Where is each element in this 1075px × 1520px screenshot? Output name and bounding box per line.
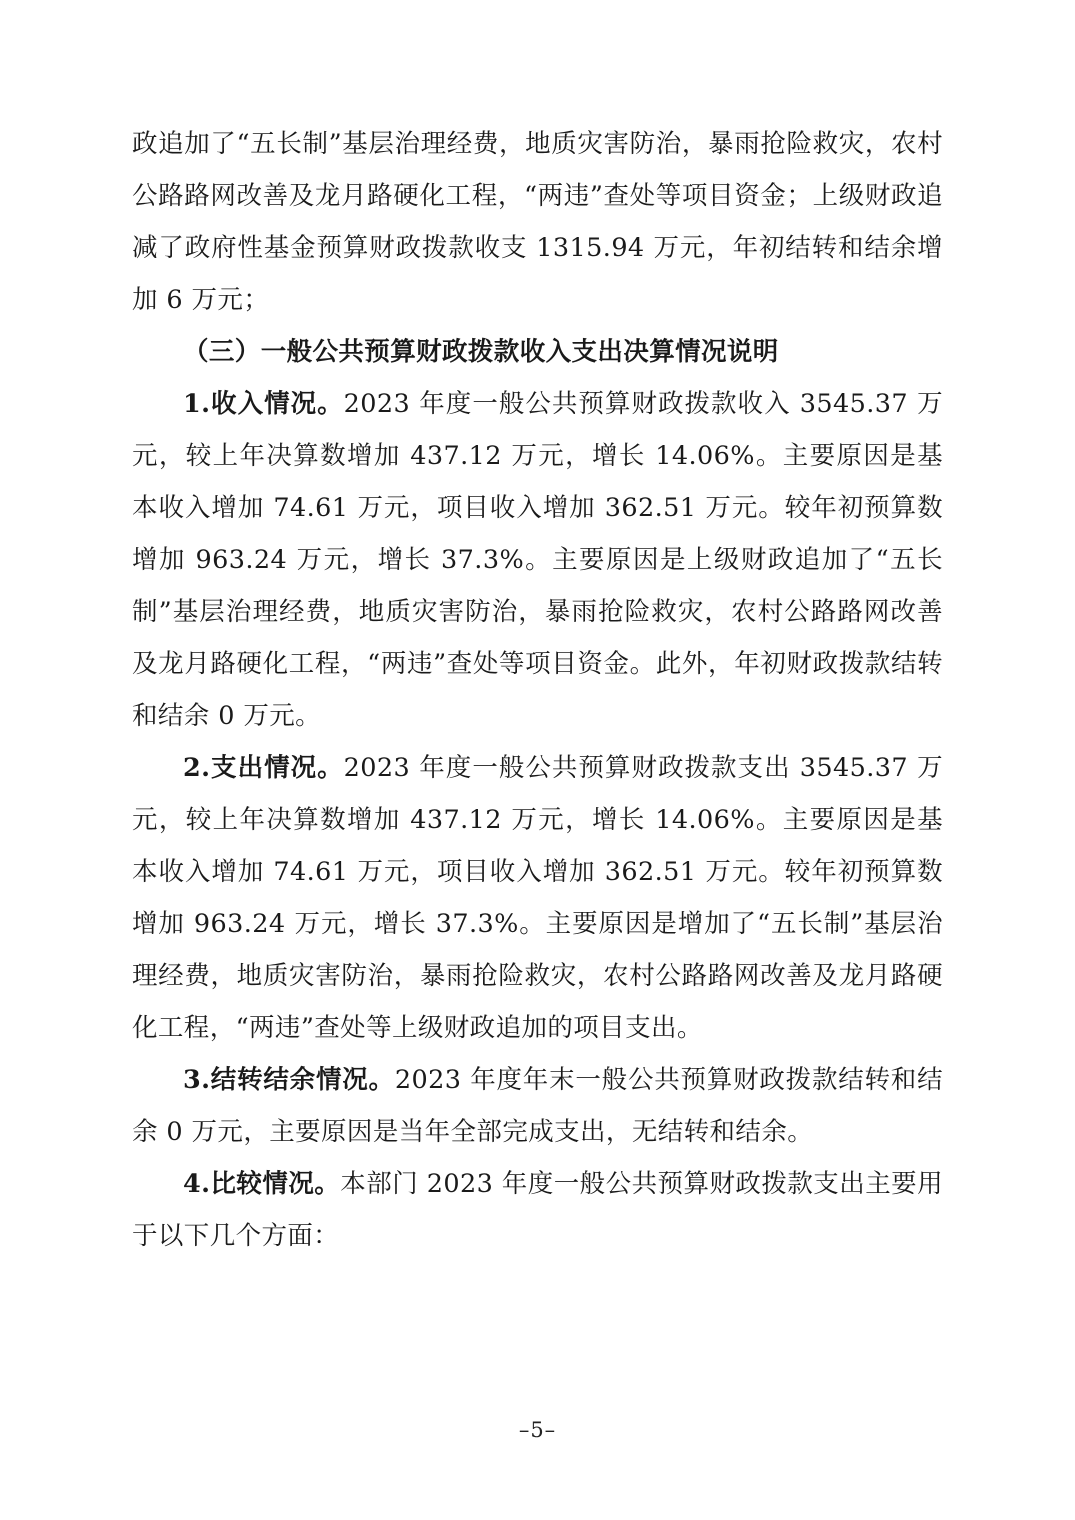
paragraph-income-lead: 1.收入情况。 [183,389,344,419]
section-heading-three: （三）一般公共预算财政拨款收入支出决算情况说明 [183,337,779,367]
page-number: –5– [518,1418,557,1442]
paragraph-carryover [132,1054,943,1158]
paragraph-income-text: 2023 年度一般公共预算财政拨款收入 3545.37 万元，较上年决算数增加 437.12 万元，增长 14.06%。主要原因是基本收入增加 74.61 万元，项目收入增加 362.51 万元。较年初预算数增加 963.24 万元，增长 37.3%。主要原因是上级财政追加了“五长制”基层治理经费，地质灾害防治，暴雨抢险救灾，农村公路路网改善及龙月路硬化工程，“两违”查处等项目资金。此外，年初财政拨款结转和结余 0 万元。 [132,389,943,731]
paragraph-comparison-text: 本部门 2023 年度一般公共预算财政拨款支出主要用于以下几个方面： [132,1169,944,1251]
paragraph-income [132,378,943,742]
paragraph-continued: 政追加了“五长制”基层治理经费，地质灾害防治，暴雨抢险救灾，农村公路路网改善及龙月路硬化工程，“两违”查处等项目资金；上级财政追减了政府性基金预算财政拨款收支 1315.94 万元，年初结转和结余增加 6 万元； [132,129,943,315]
paragraph-carryover-lead: 3.结转结余情况。 [183,1065,395,1095]
paragraph-comparison [132,1158,943,1262]
paragraph-comparison-lead: 4.比较情况。 [183,1169,341,1199]
document-body [132,118,943,1262]
paragraph-expenditure-lead: 2.支出情况。 [183,753,344,783]
paragraph-expenditure-text: 2023 年度一般公共预算财政拨款支出 3545.37 万元，较上年决算数增加 437.12 万元，增长 14.06%。主要原因是基本收入增加 74.61 万元，项目收入增加 362.51 万元。较年初预算数增加 963.24 万元，增长 37.3%。主要原因是增加了“五长制”基层治理经费，地质灾害防治，暴雨抢险救灾，农村公路路网改善及龙月路硬化工程，“两违”查处等上级财政追加的项目支出。 [132,753,943,1043]
paragraph-expenditure [132,742,943,1054]
paragraph-carryover-text: 2023 年度年末一般公共预算财政拨款结转和结余 0 万元，主要原因是当年全部完成支出，无结转和结余。 [132,1065,943,1147]
